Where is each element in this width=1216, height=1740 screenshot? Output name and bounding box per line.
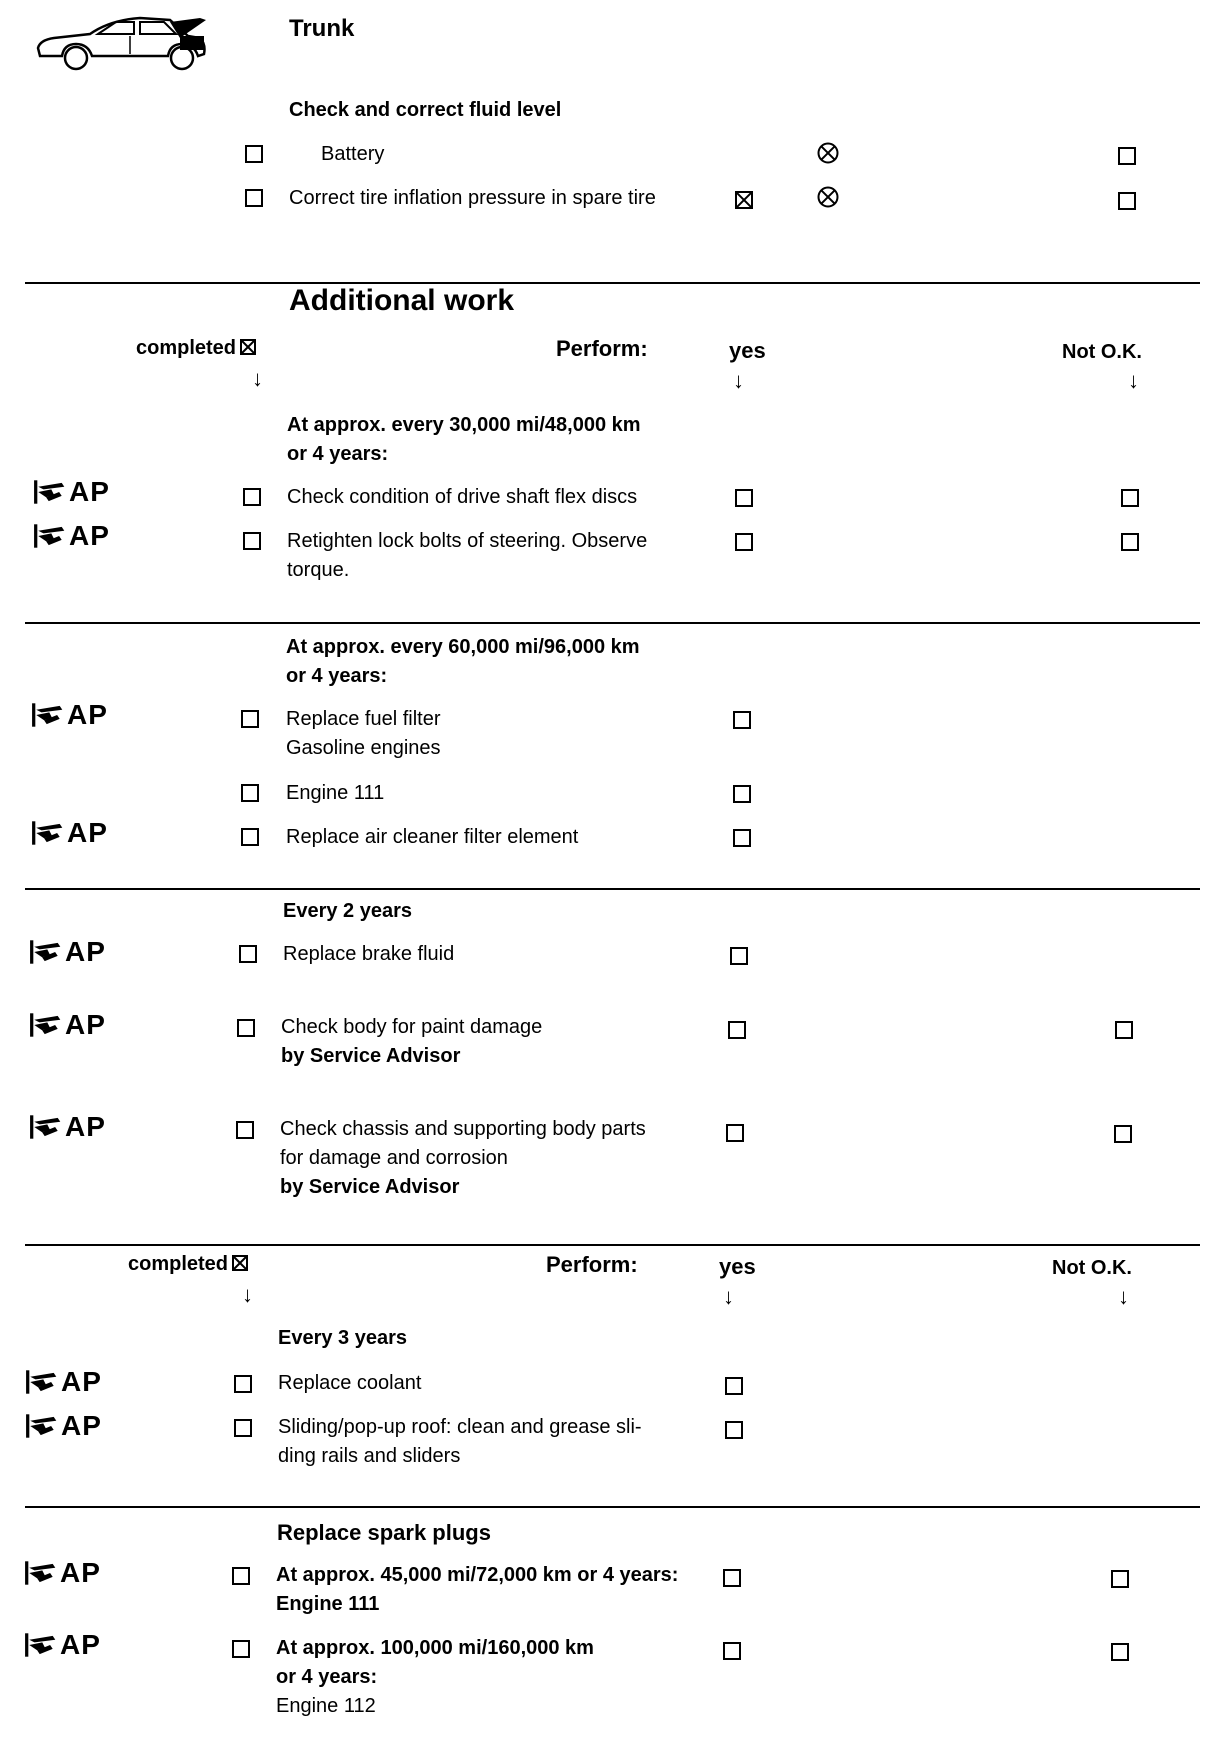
battery-not-ok-checkbox[interactable] [1118,147,1136,165]
brake-fluid-completed-checkbox[interactable] [239,945,257,963]
steering-bolts-label: Retighten lock bolts of steering. Observe torque. [287,530,648,581]
additional-work-title: Additional work [289,284,514,317]
not-ok-column-header: Not O.K. [1052,1257,1132,1279]
not-ok-column-header: Not O.K. [1062,341,1142,363]
battery-crossed-circle-icon [817,142,839,164]
every-2-years-heading: Every 2 years [283,900,413,922]
coolant-yes-checkbox[interactable] [725,1377,743,1395]
every-3-years-heading: Every 3 years [278,1327,408,1349]
car-trunk-open-icon [30,14,210,72]
pointing-hand-icon [24,1560,58,1586]
coolant-label: Replace coolant [278,1372,422,1394]
completed-arrow: ↓ [252,366,263,391]
spark-100k-label: At approx. 100,000 mi/160,000 km or 4 years: Engine 112 [276,1637,594,1717]
pointing-hand-icon [24,1632,58,1658]
chassis-yes-checkbox[interactable] [726,1124,744,1142]
checked-box-icon [240,339,256,355]
divider [25,1244,1200,1246]
engine-111-yes-checkbox[interactable] [733,785,751,803]
divider [25,282,1200,284]
spark-100k-completed-checkbox[interactable] [232,1640,250,1658]
yes-arrow: ↓ [723,1284,734,1309]
yes-column-header: yes [729,338,766,363]
pointing-hand-icon [25,1413,59,1439]
spark-45k-not-ok-checkbox[interactable] [1111,1570,1129,1588]
divider [25,622,1200,624]
ap-marker: AP [25,1410,102,1442]
pointing-hand-icon [29,1114,63,1140]
sliding-roof-label: Sliding/pop-up roof: clean and grease sli- ding rails and sliders [278,1416,642,1467]
paint-damage-label: Check body for paint damage by Service Advisor [281,1016,543,1067]
sliding-roof-yes-checkbox[interactable] [725,1421,743,1439]
spare-tire-completed-checkbox[interactable] [245,189,263,207]
spare-tire-crossed-circle-icon [817,186,839,208]
spark-45k-completed-checkbox[interactable] [232,1567,250,1585]
chassis-not-ok-checkbox[interactable] [1114,1125,1132,1143]
spark-45k-label: At approx. 45,000 mi/72,000 km or 4 years: Engine 111 [276,1564,679,1615]
chassis-completed-checkbox[interactable] [236,1121,254,1139]
pointing-hand-icon [33,479,67,505]
checked-box-icon [232,1255,248,1271]
not-ok-arrow: ↓ [1128,368,1139,393]
completed-column-header: completed [136,334,256,363]
interval-60k-heading: At approx. every 60,000 mi/96,000 km or 4 years: [286,636,640,687]
air-cleaner-yes-checkbox[interactable] [733,829,751,847]
ap-marker: AP [29,936,106,968]
spark-45k-yes-checkbox[interactable] [723,1569,741,1587]
fuel-filter-yes-checkbox[interactable] [733,711,751,729]
fluid-level-heading: Check and correct fluid level [289,99,562,121]
air-cleaner-completed-checkbox[interactable] [241,828,259,846]
engine-111-label: Engine 111 [286,782,385,804]
spark-plugs-heading: Replace spark plugs [277,1520,491,1545]
completed-column-header: completed [128,1250,248,1279]
brake-fluid-yes-checkbox[interactable] [730,947,748,965]
yes-arrow: ↓ [733,368,744,393]
spark-100k-yes-checkbox[interactable] [723,1642,741,1660]
ap-marker: AP [25,1366,102,1398]
not-ok-arrow: ↓ [1118,1284,1129,1309]
pointing-hand-icon [25,1369,59,1395]
flex-discs-not-ok-checkbox[interactable] [1121,489,1139,507]
ap-marker: AP [24,1557,101,1589]
ap-marker: AP [24,1629,101,1661]
fuel-filter-label: Replace fuel filter Gasoline engines [286,708,441,759]
pointing-hand-icon [31,702,65,728]
brake-fluid-label: Replace brake fluid [283,943,455,965]
ap-marker: AP [31,699,108,731]
ap-marker: AP [29,1009,106,1041]
pointing-hand-icon [29,939,63,965]
spark-100k-not-ok-checkbox[interactable] [1111,1643,1129,1661]
divider [25,1506,1200,1508]
divider [25,888,1200,890]
pointing-hand-icon [33,523,67,549]
spare-tire-not-ok-checkbox[interactable] [1118,192,1136,210]
ap-marker: AP [31,817,108,849]
pointing-hand-icon [31,820,65,846]
completed-arrow: ↓ [242,1282,253,1307]
pointing-hand-icon [29,1012,63,1038]
chassis-label: Check chassis and supporting body parts for damage and corrosion by Service Advisor [280,1118,646,1198]
trunk-title: Trunk [289,15,355,42]
steering-bolts-not-ok-checkbox[interactable] [1121,533,1139,551]
paint-damage-not-ok-checkbox[interactable] [1115,1021,1133,1039]
yes-column-header: yes [719,1254,756,1279]
engine-111-completed-checkbox[interactable] [241,784,259,802]
paint-damage-yes-checkbox[interactable] [728,1021,746,1039]
fuel-filter-completed-checkbox[interactable] [241,710,259,728]
ap-marker: AP [33,476,110,508]
battery-completed-checkbox[interactable] [245,145,263,163]
sliding-roof-completed-checkbox[interactable] [234,1419,252,1437]
coolant-completed-checkbox[interactable] [234,1375,252,1393]
interval-30k-heading: At approx. every 30,000 mi/48,000 km or 4 years: [287,414,641,465]
air-cleaner-label: Replace air cleaner filter element [286,826,579,848]
paint-damage-completed-checkbox[interactable] [237,1019,255,1037]
perform-column-header: Perform: [546,1252,638,1277]
flex-discs-completed-checkbox[interactable] [243,488,261,506]
steering-bolts-yes-checkbox[interactable] [735,533,753,551]
spare-tire-label: Correct tire inflation pressure in spare tire [289,187,656,209]
perform-column-header: Perform: [556,336,648,361]
battery-label: Battery [321,143,385,165]
ap-marker: AP [33,520,110,552]
flex-discs-yes-checkbox[interactable] [735,489,753,507]
spare-tire-yes-checkbox[interactable] [735,191,753,209]
steering-bolts-completed-checkbox[interactable] [243,532,261,550]
flex-discs-label: Check condition of drive shaft flex discs [287,486,638,508]
ap-marker: AP [29,1111,106,1143]
